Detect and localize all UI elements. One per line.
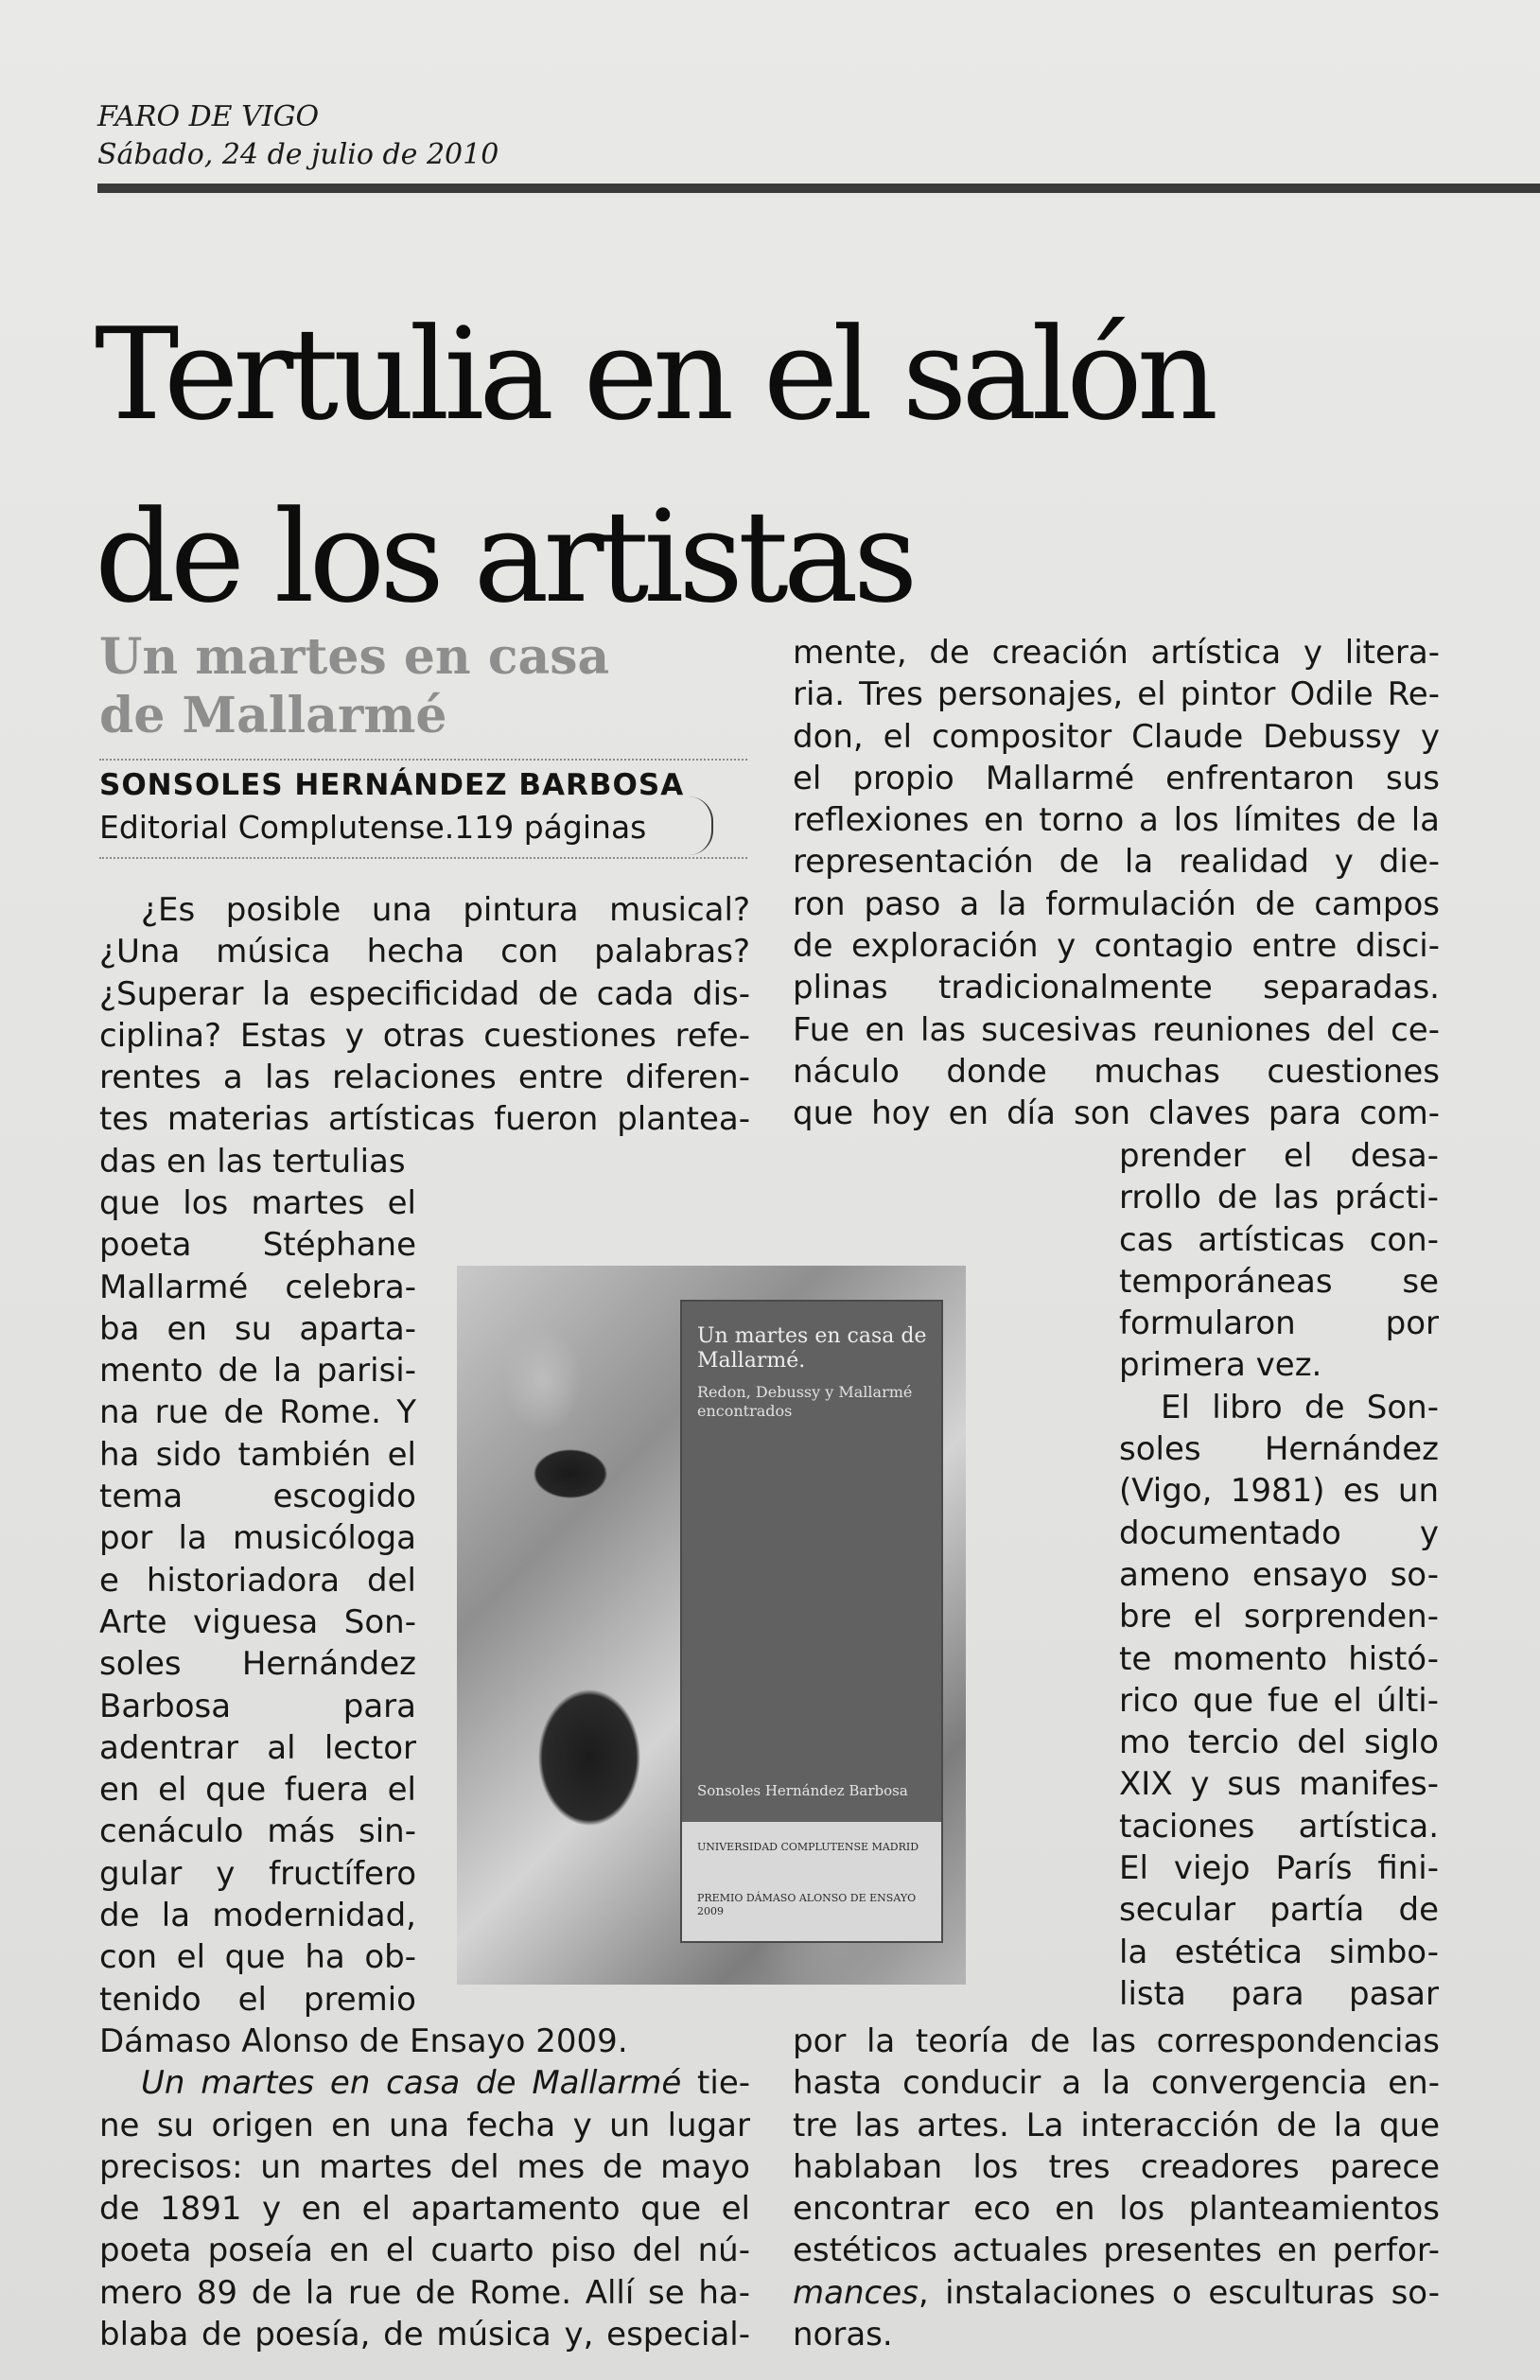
text-line: precisos: un martes del mes de mayo <box>99 2147 750 2186</box>
text-line: Barbosa para <box>99 1687 416 1725</box>
text-line: El viejo París fini- <box>1119 1849 1439 1888</box>
italic-word: mances <box>793 2273 919 2312</box>
book-cover <box>680 1300 943 1943</box>
cover-author: Sonsoles Hernández Barbosa <box>697 1782 908 1799</box>
text-line: temporáneas se <box>1119 1262 1439 1301</box>
newspaper-name: FARO DE VIGO <box>97 100 320 133</box>
text-line: de 1891 y en el apartamento que el <box>99 2190 750 2229</box>
text-line: noras. <box>793 2316 893 2354</box>
text-fragment: tie- <box>681 2064 751 2103</box>
top-rule <box>97 184 1540 193</box>
text-line <box>99 2062 750 2104</box>
text-line: estéticos actuales presentes en perfor- <box>793 2231 1440 2270</box>
text-line: mente, de creación artística y litera- <box>793 634 1440 672</box>
headline <box>95 284 1495 649</box>
text-line: poeta poseía en el cuarto piso del nú- <box>99 2231 750 2270</box>
text-line: XIX y sus manifes- <box>1119 1765 1439 1804</box>
text-line: das en las tertulias <box>99 1142 406 1181</box>
issue-date: Sábado, 24 de julio de 2010 <box>97 138 499 171</box>
text-line: bre el sorprenden- <box>1119 1598 1439 1636</box>
text-line: de la modernidad, <box>99 1897 416 1935</box>
text-line: lista para pasar <box>1119 1974 1439 2013</box>
text-line: cas artísticas con- <box>1119 1220 1439 1259</box>
text-line: cenáculo más sin- <box>99 1812 416 1851</box>
cover-publisher: UNIVERSIDAD COMPLUTENSE MADRID <box>697 1841 919 1853</box>
text-line: (Vigo, 1981) es un <box>1119 1472 1439 1511</box>
col2-narrow-text <box>1119 1135 1439 2015</box>
text-line: Mallarmé celebra- <box>99 1268 416 1306</box>
text-line: secular partía de <box>1119 1891 1439 1930</box>
text-line: mo tercio del siglo <box>1119 1724 1439 1762</box>
text-line: ria. Tres personajes, el pintor Odile Re- <box>793 675 1440 714</box>
text-line: ¿Es posible una pintura musical? <box>141 891 750 929</box>
text-line: representación de la realidad y die- <box>793 843 1440 882</box>
masthead <box>97 98 499 174</box>
text-line: Dámaso Alonso de Ensayo 2009. <box>99 2022 628 2060</box>
text-line: rico que fue el últi- <box>1119 1681 1439 1720</box>
text-line: tes materias artísticas fueron plantea- <box>99 1100 750 1139</box>
book-title-line-2: de Mallarmé <box>99 687 447 744</box>
text-line: náculo donde muchas cuestiones <box>793 1052 1440 1091</box>
col1-narrow-text <box>99 1182 416 2021</box>
text-line: taciones artística. <box>1119 1807 1439 1846</box>
headline-line-2: de los artistas <box>95 483 913 631</box>
italic-book-title: Un martes en casa de Mallarmé <box>141 2064 682 2103</box>
text-line: Arte viguesa Son- <box>99 1602 416 1641</box>
text-line: reflexiones en torno a los límites de la <box>793 801 1440 840</box>
text-line: con el que ha ob- <box>99 1938 416 1977</box>
text-line: hasta conducir a la convergencia en- <box>793 2064 1440 2103</box>
text-line: documentado y <box>1119 1514 1439 1552</box>
text-line: encontrar eco en los planteamientos <box>793 2190 1440 2229</box>
text-line: e historiadora del <box>99 1561 416 1600</box>
text-line: formularon por <box>1119 1304 1439 1343</box>
text-line: soles Hernández <box>99 1645 416 1684</box>
text-line: por la teoría de las correspondencias <box>793 2022 1440 2060</box>
text-line: hablaban los tres creadores parece <box>793 2147 1440 2186</box>
text-line: El libro de Son- <box>1161 1388 1439 1426</box>
text-line: rentes a las relaciones entre diferen- <box>99 1059 750 1097</box>
text-line <box>793 2272 1440 2314</box>
dotted-separator-bottom <box>99 857 747 859</box>
text-line: que los martes el <box>99 1184 416 1222</box>
col2-paragraph-3 <box>793 2021 1440 2355</box>
text-line: ha sido también el <box>99 1435 416 1474</box>
text-line: el propio Mallarmé enfrentaron sus <box>793 759 1440 797</box>
text-line: plinas tradicionalmente separadas. <box>793 969 1440 1007</box>
text-line: en el que fuera el <box>99 1771 416 1810</box>
text-line: don, el compositor Claude Debussy y <box>793 717 1440 756</box>
cover-award: PREMIO DÁMASO ALONSO DE ENSAYO 2009 <box>697 1892 917 1917</box>
text-line: soles Hernández <box>1119 1430 1439 1469</box>
text-line: de exploración y contagio entre disci- <box>793 927 1440 966</box>
text-line: ron paso a la formulación de campos <box>793 884 1440 923</box>
headline-line-1: Tertulia en el salón <box>95 301 1214 448</box>
text-line: ¿Una música hecha con palabras? <box>99 933 750 971</box>
book-author: SONSOLES HERNÁNDEZ BARBOSA <box>99 768 685 802</box>
book-title <box>99 628 743 745</box>
publisher-info: Editorial Complutense.119 páginas <box>99 809 647 846</box>
dotted-separator-top <box>99 759 747 761</box>
text-line: te momento histó- <box>1119 1639 1439 1678</box>
text-line: mento de la parisi- <box>99 1352 416 1391</box>
text-line: primera vez. <box>1119 1346 1322 1385</box>
text-line: gular y fructífero <box>99 1854 416 1893</box>
text-line: mero 89 de la rue de Rome. Allí se ha- <box>99 2273 750 2312</box>
text-line: la estética simbo- <box>1119 1933 1439 1971</box>
text-line: por la musicóloga <box>99 1519 416 1558</box>
text-line: poeta Stéphane <box>99 1226 416 1265</box>
text-line: tema escogido <box>99 1478 416 1516</box>
text-line: prender el desa- <box>1119 1137 1439 1175</box>
col1-paragraph-2 <box>99 2021 750 2355</box>
col2-paragraph-1 <box>793 632 1440 1135</box>
book-title-line-1: Un martes en casa <box>99 628 610 686</box>
cover-subtitle: Redon, Debussy y Mallarmé encontrados <box>697 1383 913 1420</box>
col1-paragraph-1 <box>99 889 750 1182</box>
cover-bottom-band <box>682 1822 941 1941</box>
text-line: Fue en las sucesivas reuniones del ce- <box>793 1010 1440 1049</box>
book-cover-photo <box>457 1266 966 1985</box>
text-line: ciplina? Estas y otras cuestiones refe- <box>99 1016 750 1055</box>
text-line: na rue de Rome. Y <box>99 1393 416 1432</box>
text-line: ¿Superar la especificidad de cada dis- <box>99 974 750 1013</box>
text-line: ne su origen en una fecha y un lugar <box>99 2106 750 2144</box>
text-line: rrollo de las prácti- <box>1119 1179 1439 1217</box>
text-fragment: , instalaciones o esculturas so- <box>918 2273 1440 2312</box>
cover-title: Un martes en casa de Mallarmé. <box>697 1324 927 1373</box>
text-line: tre las artes. La interacción de la que <box>793 2106 1440 2144</box>
text-line: ameno ensayo so- <box>1119 1555 1439 1594</box>
text-line: ba en su aparta- <box>99 1309 416 1348</box>
text-line: blaba de poesía, de música y, especial- <box>99 2316 750 2354</box>
text-line: tenido el premio <box>99 1980 416 2019</box>
text-line: adentrar al lector <box>99 1728 416 1767</box>
text-line: que hoy en día son claves para com- <box>793 1094 1440 1133</box>
